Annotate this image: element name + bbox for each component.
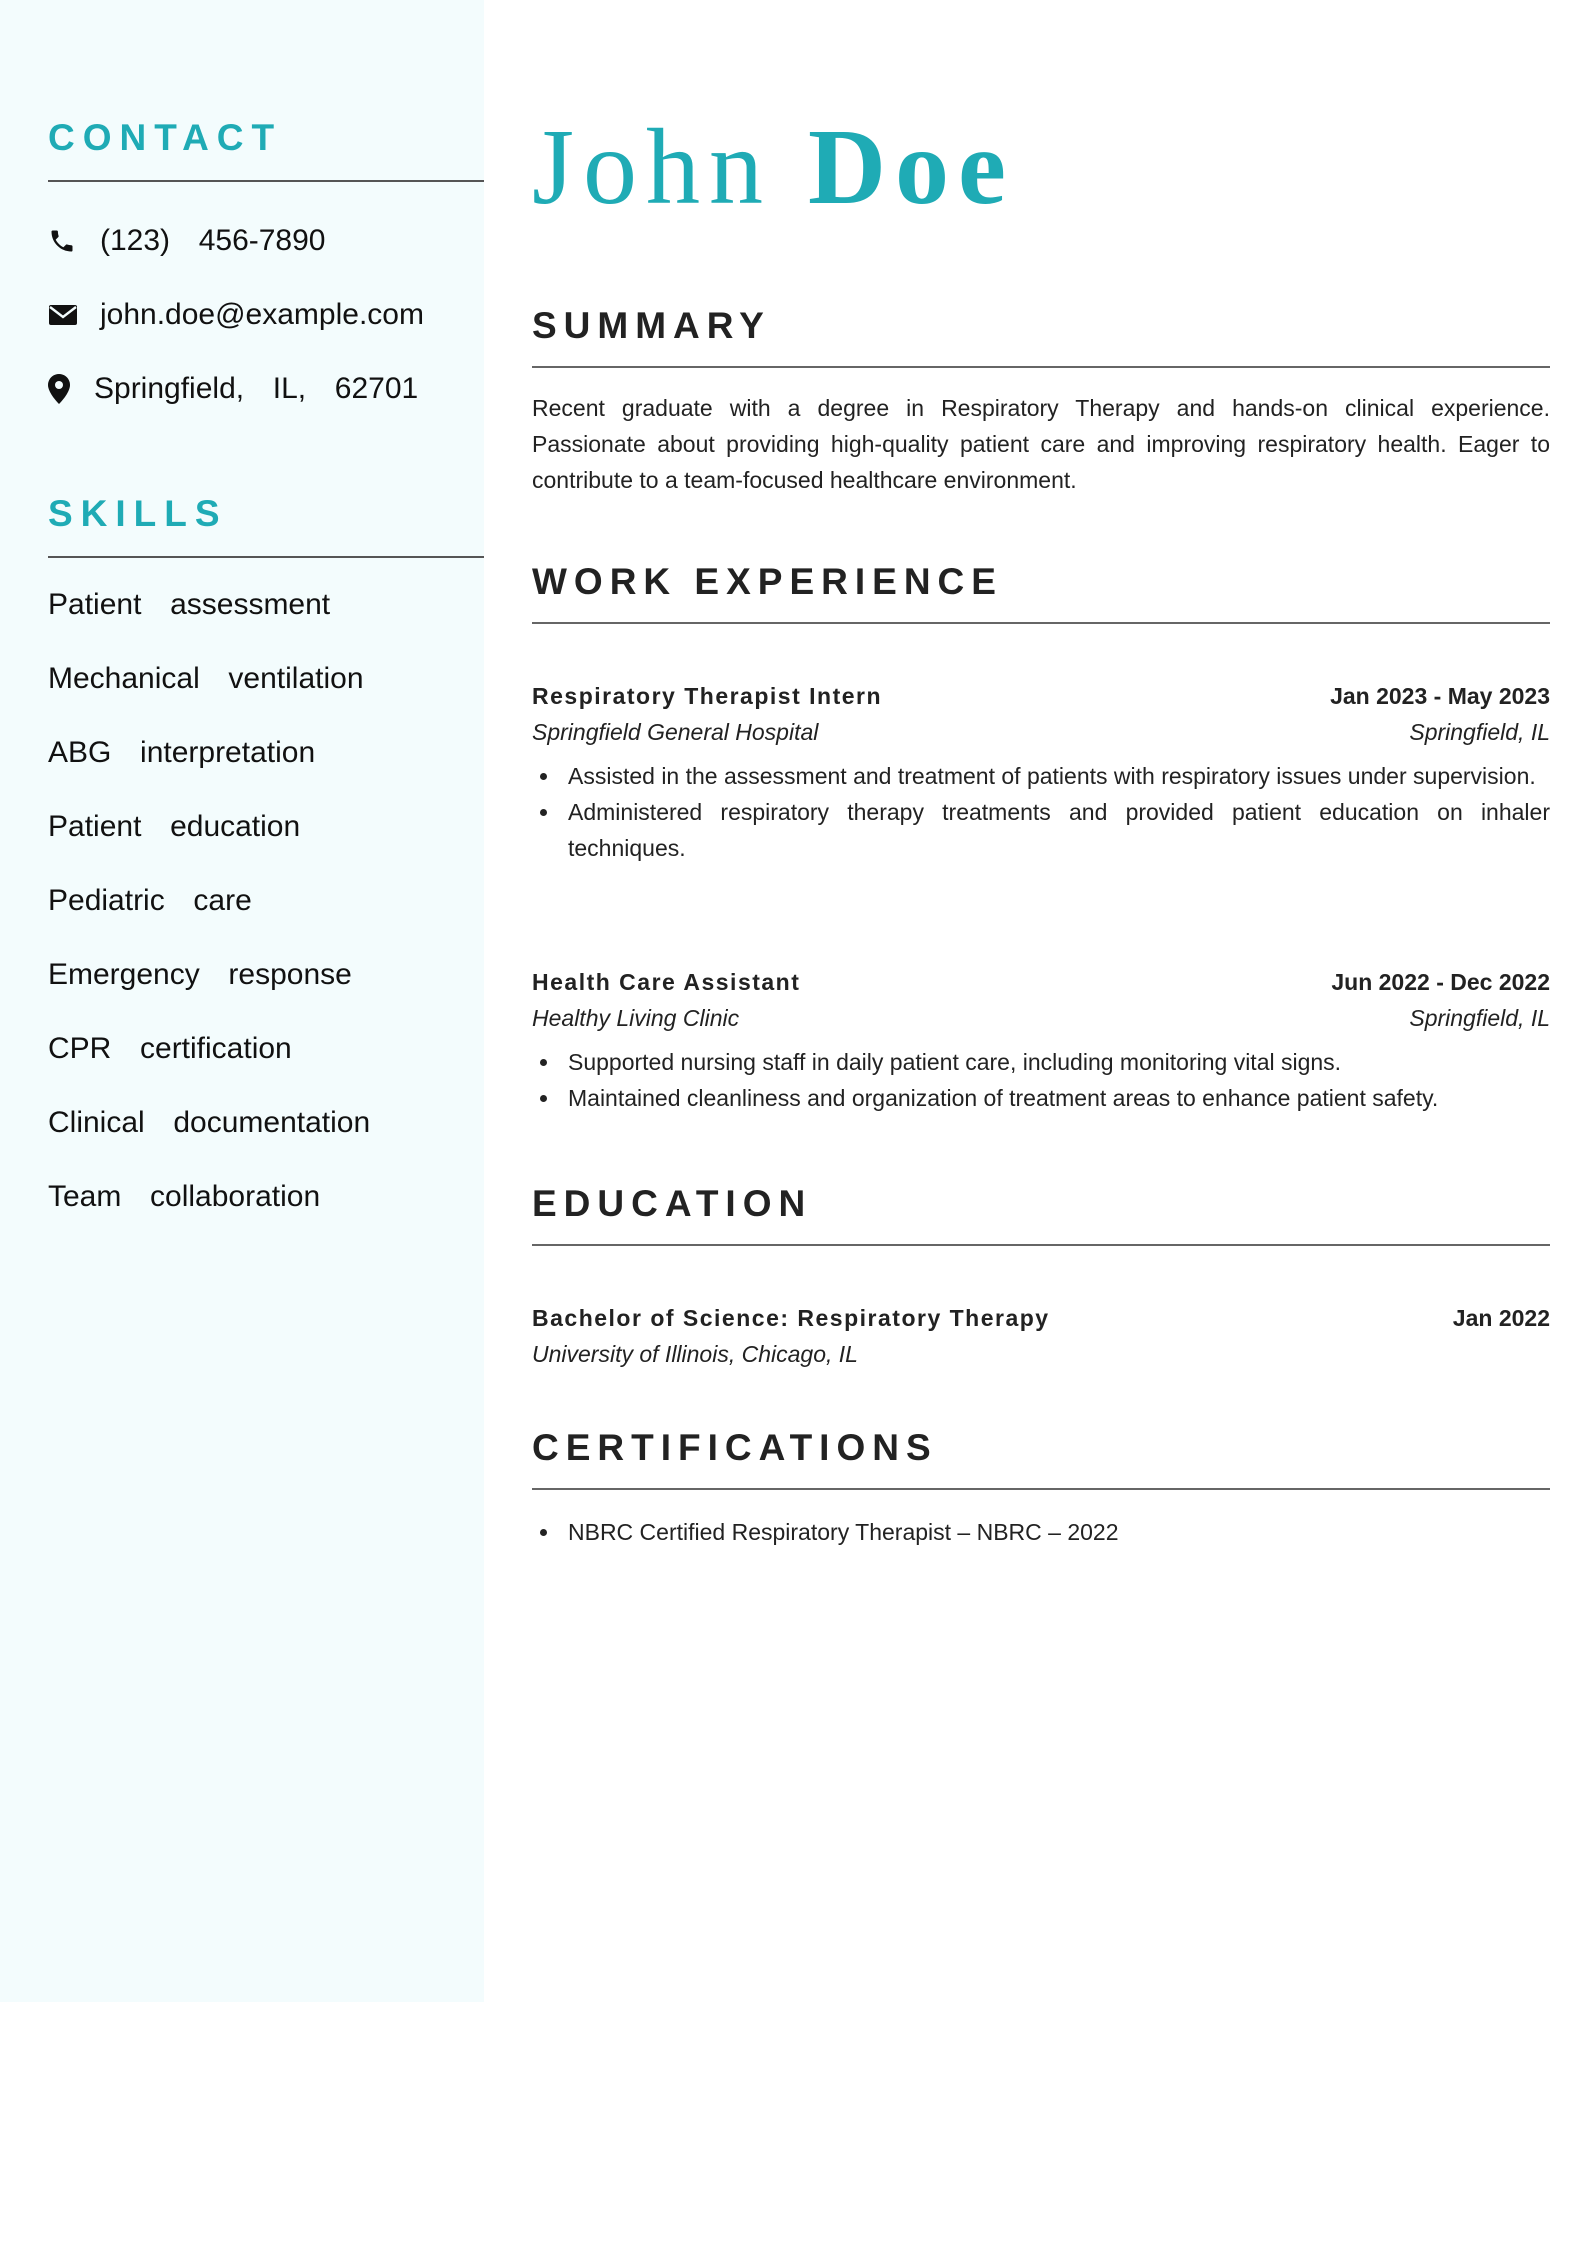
degree-date: Jan 2022 [1452, 1305, 1550, 1331]
job-organization: Springfield General Hospital [532, 719, 819, 745]
bullet-text: Administered respiratory therapy treatments and provided patient education on inhaler techniques. [568, 799, 1550, 861]
skill-item: Pediatric care [48, 884, 252, 917]
contact-section [48, 108, 484, 426]
education-entry [532, 1300, 1550, 1372]
job-location: Springfield, IL [1409, 719, 1550, 745]
bullet-item [532, 1080, 1550, 1116]
contact-phone [48, 204, 484, 278]
work-experience-section [532, 554, 1550, 624]
certifications-divider [532, 1488, 1550, 1490]
job-bullets [532, 1044, 1550, 1116]
phone-icon [48, 227, 100, 255]
first-name: John [532, 108, 773, 227]
certifications-list [532, 1514, 1550, 1550]
job-bullets [532, 758, 1550, 866]
skill-item: Mechanical ventilation [48, 662, 364, 695]
certifications-section [532, 1420, 1550, 1550]
summary-section [532, 298, 1550, 498]
skill-item: CPR certification [48, 1032, 292, 1065]
job-entry [532, 678, 1550, 866]
bullet-item [532, 794, 1550, 866]
map-pin-icon [48, 374, 94, 404]
skills-heading: SKILLS [48, 493, 228, 534]
summary-heading: SUMMARY [532, 305, 771, 346]
bullet-text: Supported nursing staff in daily patient care, including monitoring vital signs. [568, 1049, 1342, 1075]
job-location: Springfield, IL [1409, 1005, 1550, 1031]
last-name: Doe [808, 108, 1015, 227]
education-heading: EDUCATION [532, 1183, 813, 1224]
degree-title: Bachelor of Science: Respiratory Therapy [532, 1305, 1050, 1331]
envelope-icon [48, 303, 100, 327]
bullet-dot [540, 1095, 547, 1102]
bullet-item [532, 1044, 1550, 1080]
phone-text[interactable]: (123) 456-7890 [100, 224, 326, 257]
education-divider [532, 1244, 1550, 1246]
bullet-text: Maintained cleanliness and organization of treatment areas to enhance patient safety. [568, 1085, 1439, 1111]
job-dates: Jan 2023 - May 2023 [1330, 683, 1550, 709]
certification-item [532, 1514, 1550, 1550]
summary-text: Recent graduate with a degree in Respiratory Therapy and hands-on clinical experience. Passionate about providing high-quality patient care and improving respiratory health. Eager to contribute to a team-focused healthcare environment. [532, 395, 1550, 493]
education-section [532, 1176, 1550, 1246]
school-name: University of Illinois, Chicago, IL [532, 1341, 858, 1367]
bullet-dot [540, 1059, 547, 1066]
bullet-dot [540, 1529, 547, 1536]
skill-item: Team collaboration [48, 1180, 321, 1213]
work-experience-divider [532, 622, 1550, 624]
sidebar [0, 0, 484, 2002]
skill-item: Clinical documentation [48, 1106, 371, 1139]
job-title: Health Care Assistant [532, 969, 801, 995]
location-text: Springfield, IL, 62701 [94, 372, 419, 405]
job-dates: Jun 2022 - Dec 2022 [1331, 969, 1550, 995]
bullet-dot [540, 809, 547, 816]
work-experience-heading: WORK EXPERIENCE [532, 561, 1003, 602]
bullet-text: Assisted in the assessment and treatment of patients with respiratory issues under supervision. [568, 763, 1536, 789]
skill-item: Patient assessment [48, 588, 331, 621]
contact-list [48, 204, 484, 426]
skill-item: ABG interpretation [48, 736, 316, 769]
skill-item: Emergency response [48, 958, 352, 991]
contact-heading: CONTACT [48, 117, 283, 158]
contact-email [48, 278, 484, 352]
skills-list [48, 578, 484, 1244]
email-text[interactable]: john.doe@example.com [100, 298, 424, 331]
job-organization: Healthy Living Clinic [532, 1005, 740, 1031]
bullet-item [532, 758, 1550, 794]
job-entry [532, 964, 1550, 1116]
candidate-name [532, 108, 1015, 228]
skills-divider [48, 556, 484, 558]
contact-divider [48, 180, 484, 182]
certification-text: NBRC Certified Respiratory Therapist – NBRC – 2022 [568, 1519, 1119, 1545]
skill-item: Patient education [48, 810, 301, 843]
job-title: Respiratory Therapist Intern [532, 683, 883, 709]
skills-section [48, 484, 484, 1244]
contact-location [48, 352, 484, 426]
summary-divider [532, 366, 1550, 368]
bullet-dot [540, 773, 547, 780]
certifications-heading: CERTIFICATIONS [532, 1427, 938, 1468]
